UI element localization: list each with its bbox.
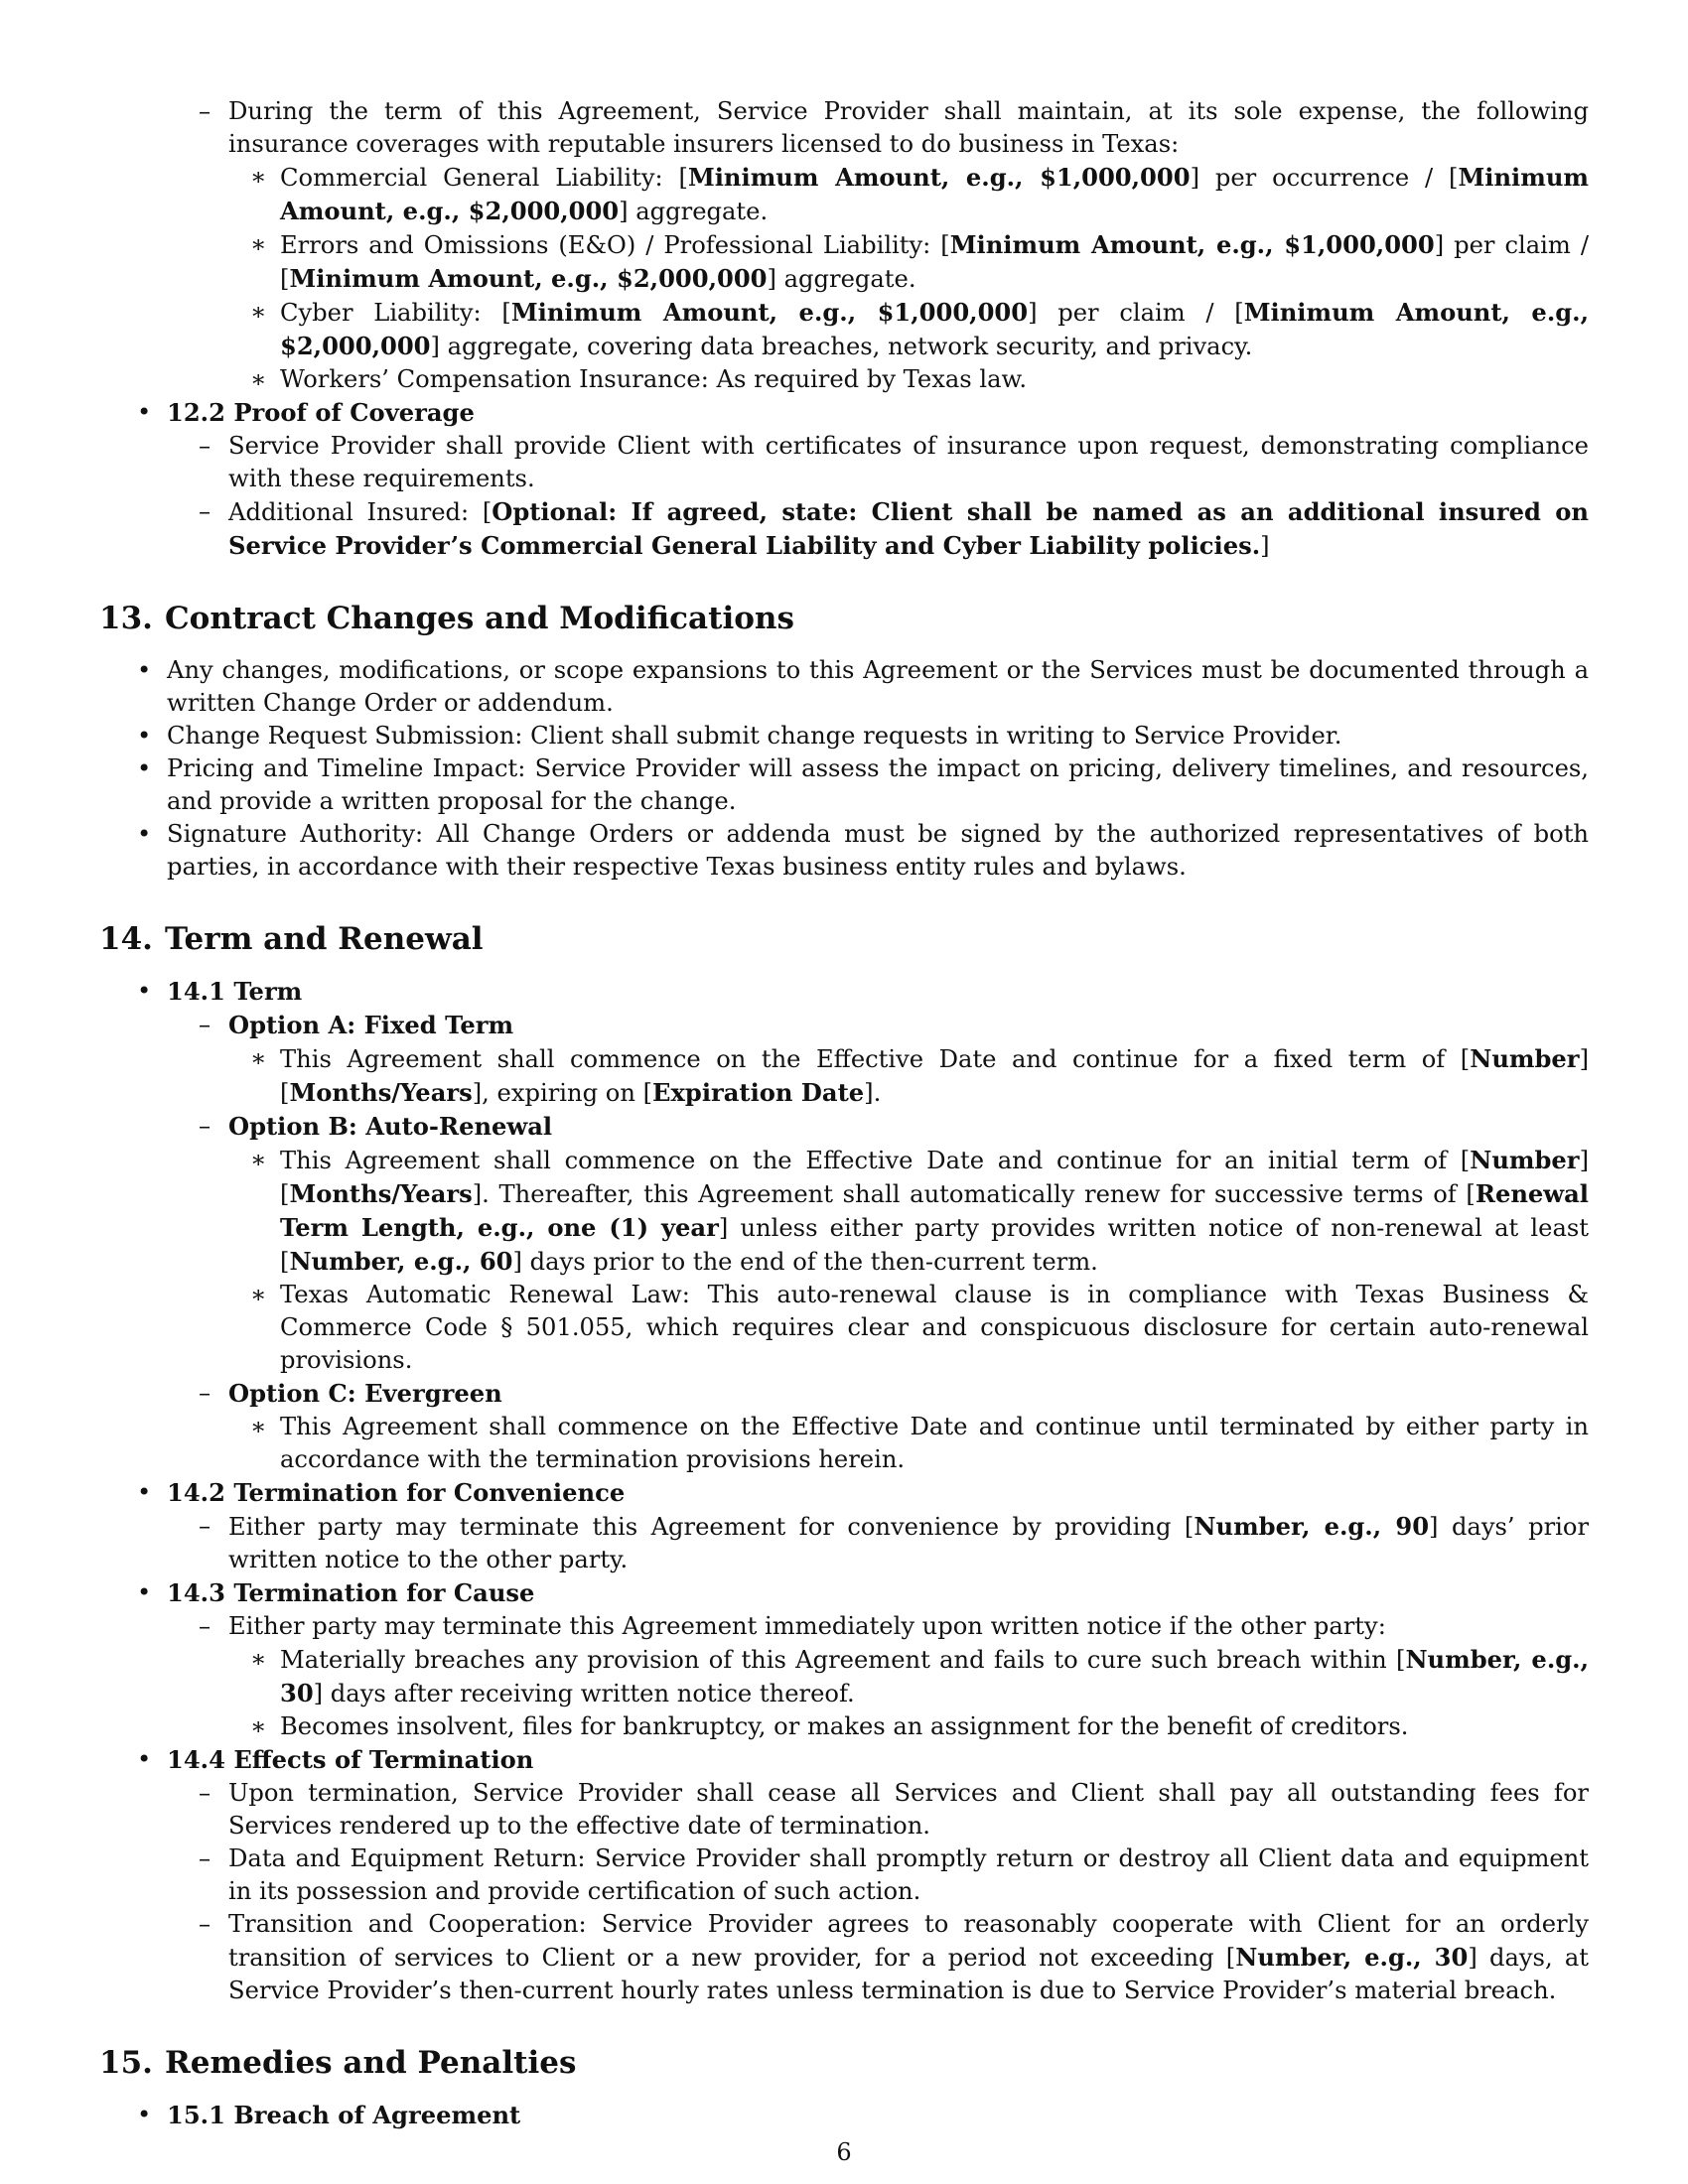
dash-marker: – (199, 1112, 211, 1140)
star-marker: ∗ (250, 1281, 267, 1308)
list-item (99, 1510, 1589, 1576)
text: ] aggregate. (619, 198, 769, 225)
star-marker: ∗ (250, 298, 267, 326)
text: ] [ (280, 1147, 1589, 1208)
dash-marker: – (199, 432, 211, 460)
placeholder: Number, e.g., 30 (1235, 1943, 1469, 1972)
text: ] [ (280, 1045, 1589, 1107)
list-item (99, 1610, 1589, 1643)
star-marker: ∗ (250, 230, 267, 258)
bullet-marker: • (137, 398, 152, 426)
list-item (99, 1042, 1589, 1110)
option-heading (99, 1377, 1589, 1411)
list-item (99, 1843, 1589, 1908)
text: ] (1260, 532, 1270, 560)
text: Cyber Liability: [ (280, 299, 511, 327)
subsection-title: 15.1 Breach of Agreement (167, 2101, 521, 2129)
dash-marker: – (199, 1512, 211, 1540)
dash-marker: – (199, 1379, 211, 1407)
list-item (99, 228, 1589, 296)
dash-marker: – (199, 1612, 211, 1640)
text: Signature Authority: All Change Orders or addenda must be signed by the authorized representatives of both parties, in accordance with their respective Texas business entity rules and bylaws. (167, 820, 1589, 881)
text: Materially breaches any provision of this Agreement and fails to cure such breach within [ (280, 1646, 1406, 1674)
text: ] aggregate, covering data breaches, network security, and privacy. (430, 333, 1253, 360)
text: Errors and Omissions (E&O) / Professional Liability: [ (280, 231, 950, 259)
section-title: Contract Changes and Modifications (165, 601, 794, 636)
bullet-marker: • (137, 722, 152, 750)
text: ]. Thereafter, this Agreement shall automatically renew for successive terms of [ (472, 1180, 1476, 1208)
subsection-heading (99, 2099, 1589, 2132)
dash-marker: – (199, 1844, 211, 1872)
text: Transition and Cooperation: Service Provider agrees to reasonably cooperate with Client for an orderly transition of services to Client or a new provider, for a period not exceeding [ (228, 1910, 1589, 1972)
text: Upon termination, Service Provider shall cease all Services and Client shall pay all outstanding fees for Services rendered up to the effective date of termination. (228, 1779, 1589, 1840)
list-item (99, 654, 1589, 720)
subsection-heading (99, 1743, 1589, 1777)
list-item (99, 296, 1589, 363)
bullet-marker: • (137, 820, 152, 848)
document-body (99, 95, 1589, 2132)
placeholder: Minimum Amount, e.g., $2,000,000 (289, 264, 768, 293)
option-heading (99, 1110, 1589, 1144)
text: ]. (864, 1079, 882, 1107)
bullet-marker: • (137, 977, 152, 1005)
text: Data and Equipment Return: Service Provider shall promptly return or destroy all Client data and equipment in its possession and provide certification of such action. (228, 1844, 1589, 1905)
dash-marker: – (199, 97, 211, 125)
list-item (99, 95, 1589, 161)
star-marker: ∗ (250, 1712, 267, 1740)
list-item (99, 1279, 1589, 1377)
text: ] aggregate. (767, 265, 916, 293)
list-item (99, 161, 1589, 228)
option-title: Option B: Auto-Renewal (228, 1112, 553, 1141)
list-item (99, 1144, 1589, 1279)
placeholder: Minimum Amount, e.g., $2,000,000 (280, 163, 1590, 225)
subsection-title: 14.3 Termination for Cause (167, 1578, 535, 1607)
list-item (99, 495, 1589, 563)
dash-marker: – (199, 1011, 211, 1038)
text: ] days prior to the end of the then-current term. (512, 1248, 1098, 1276)
placeholder: Number, e.g., 60 (289, 1247, 513, 1276)
list-item (99, 430, 1589, 495)
subsection-title: 14.2 Termination for Convenience (167, 1478, 626, 1507)
text: This Agreement shall commence on the Effective Date and continue for a fixed term of [ (280, 1045, 1471, 1073)
text: Either party may terminate this Agreement for convenience by providing [ (228, 1513, 1195, 1541)
bullet-marker: • (137, 1478, 152, 1506)
placeholder: Number (1470, 1146, 1580, 1174)
bullet-marker: • (137, 1578, 152, 1606)
list-item (99, 752, 1589, 818)
placeholder: Minimum Amount, e.g., $2,000,000 (280, 298, 1589, 360)
text: This Agreement shall commence on the Effective Date and continue for an initial term of [ (280, 1147, 1471, 1174)
list-item (99, 1908, 1589, 2007)
placeholder: Number, e.g., 30 (280, 1645, 1589, 1707)
placeholder: Number (1470, 1044, 1580, 1073)
list-item (99, 720, 1589, 752)
star-marker: ∗ (250, 163, 267, 191)
list-item (99, 1710, 1589, 1743)
page-number: 6 (836, 2138, 852, 2166)
section-heading (99, 2043, 1589, 2083)
text: ] unless either party provides written notice of non-renewal at least [ (280, 1214, 1589, 1276)
text: Any changes, modifications, or scope expansions to this Agreement or the Services must be documented through a written Change Order or addendum. (167, 656, 1589, 717)
text: ], expiring on [ (472, 1079, 653, 1107)
insurance-intro: During the term of this Agreement, Service Provider shall maintain, at its sole expense, the following insurance coverages with reputable insurers licensed to do business in Texas: (228, 97, 1589, 158)
section-title: Term and Renewal (165, 921, 484, 957)
dash-marker: – (199, 1910, 211, 1938)
subsection-heading (99, 1476, 1589, 1510)
placeholder: Months/Years (289, 1179, 473, 1208)
text: Becomes insolvent, files for bankruptcy, or makes an assignment for the benefit of creditors. (280, 1712, 1409, 1740)
star-marker: ∗ (250, 365, 267, 393)
section-number: 15. (99, 2045, 153, 2081)
subsection-title: 14.4 Effects of Termination (167, 1745, 534, 1774)
placeholder: Months/Years (289, 1078, 473, 1107)
text: Pricing and Timeline Impact: Service Provider will assess the impact on pricing, delivery timelines, and resources, and provide a written proposal for the change. (167, 754, 1589, 815)
text: ] days’ prior written notice to the other party. (228, 1513, 1590, 1573)
text: Texas Automatic Renewal Law: This auto-renewal clause is in compliance with Texas Business & Commerce Code § 501.055, which requires clear and conspicuous disclosure for certain auto-renewal provisions. (280, 1281, 1589, 1374)
subsection-title: 12.2 Proof of Coverage (167, 398, 475, 427)
text: ] days after receiving written notice thereof. (313, 1680, 855, 1707)
star-marker: ∗ (250, 1146, 267, 1173)
section-heading (99, 599, 1589, 638)
subsection-heading (99, 1576, 1589, 1610)
text: Change Request Submission: Client shall submit change requests in writing to Service Provider. (167, 722, 1342, 750)
text: ] per occurrence / [ (1190, 164, 1459, 192)
section-number: 14. (99, 921, 153, 957)
placeholder: Renewal Term Length, e.g., one (1) year (280, 1179, 1589, 1242)
text: Either party may terminate this Agreement immediately upon written notice if the other party: (228, 1612, 1386, 1640)
placeholder: Expiration Date (652, 1078, 865, 1107)
star-marker: ∗ (250, 1044, 267, 1072)
subsection-title: 14.1 Term (167, 977, 303, 1006)
text: Additional Insured: [ (228, 498, 492, 526)
list-item (99, 1643, 1589, 1710)
list-item (99, 1411, 1589, 1476)
section-number: 13. (99, 601, 153, 636)
list-item (99, 1777, 1589, 1843)
star-marker: ∗ (250, 1413, 267, 1440)
text: Commercial General Liability: [ (280, 164, 688, 192)
bullet-marker: • (137, 2101, 152, 2128)
placeholder: Minimum Amount, e.g., $1,000,000 (687, 163, 1191, 192)
option-title: Option A: Fixed Term (228, 1011, 514, 1039)
dash-marker: – (199, 497, 211, 525)
section-title: Remedies and Penalties (165, 2045, 577, 2081)
bullet-marker: • (137, 1745, 152, 1773)
dash-marker: – (199, 1779, 211, 1807)
list-item (99, 818, 1589, 884)
subsection-heading (99, 975, 1589, 1009)
bullet-marker: • (137, 656, 152, 684)
section-heading (99, 919, 1589, 959)
placeholder: Minimum Amount, e.g., $1,000,000 (510, 298, 1029, 327)
placeholder: Number, e.g., 90 (1194, 1512, 1430, 1541)
placeholder: Minimum Amount, e.g., $1,000,000 (949, 230, 1435, 259)
subsection-heading (99, 396, 1589, 430)
text: This Agreement shall commence on the Effective Date and continue until terminated by either party in accordance with the termination provisions herein. (280, 1413, 1589, 1473)
bullet-marker: • (137, 754, 152, 782)
star-marker: ∗ (250, 1645, 267, 1673)
text: Service Provider shall provide Client with certificates of insurance upon request, demonstrating compliance with these requirements. (228, 432, 1589, 492)
option-title: Option C: Evergreen (228, 1379, 502, 1408)
text: ] per claim / [ (1028, 299, 1244, 327)
text: ] per claim / [ (280, 231, 1589, 293)
placeholder: Optional: If agreed, state: Client shall be named as an additional insured on Service Provider’s Commercial General Liability and Cyber Liability policies. (228, 497, 1589, 560)
text: Workers’ Compensation Insurance: As required by Texas law. (280, 365, 1028, 393)
option-heading (99, 1009, 1589, 1042)
text: ] days, at Service Provider’s then-current hourly rates unless termination is due to Service Provider’s material breach. (228, 1944, 1589, 2004)
list-item (99, 363, 1589, 396)
